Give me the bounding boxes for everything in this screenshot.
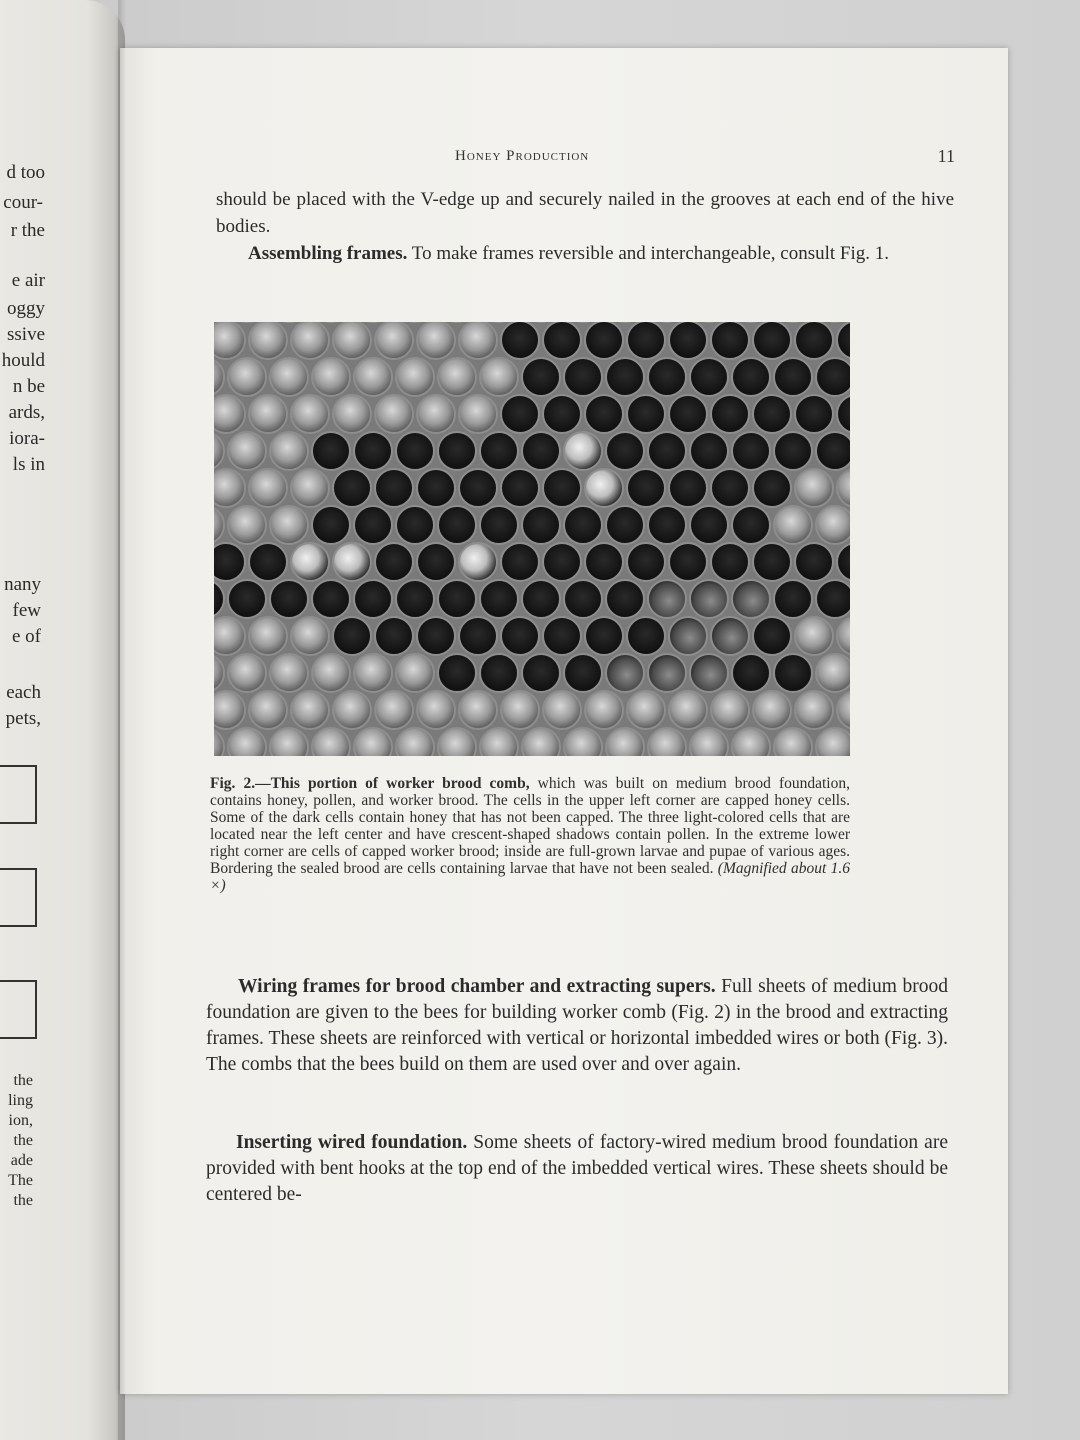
comb-cell xyxy=(564,580,602,618)
comb-cell xyxy=(228,432,266,470)
comb-cell xyxy=(459,469,497,507)
paragraph-inserting-foundation xyxy=(206,1130,948,1208)
comb-cell xyxy=(774,654,812,692)
left-fragment: ling xyxy=(8,1092,33,1109)
comb-cell xyxy=(438,432,476,470)
comb-cell xyxy=(249,691,287,729)
comb-cell xyxy=(228,654,266,692)
comb-cell xyxy=(522,506,560,544)
comb-cell xyxy=(312,580,350,618)
paragraph-text: To make frames reversible and interchangeable, consult Fig. 1. xyxy=(407,243,889,264)
left-fragment: The xyxy=(8,1172,33,1189)
comb-cell xyxy=(312,432,350,470)
comb-cell xyxy=(627,617,665,655)
comb-cell xyxy=(606,432,644,470)
left-fragment: r the xyxy=(10,220,45,241)
comb-cell xyxy=(333,395,371,433)
comb-cell xyxy=(774,432,812,470)
comb-cell xyxy=(291,691,329,729)
left-fragment: ion, xyxy=(8,1112,33,1129)
comb-cell xyxy=(648,580,686,618)
comb-cell xyxy=(774,506,812,544)
comb-cell xyxy=(732,432,770,470)
comb-cell xyxy=(501,469,539,507)
comb-cell xyxy=(214,322,245,359)
comb-cell xyxy=(543,469,581,507)
left-fragment: nany xyxy=(4,574,41,595)
caption-lead: Fig. 2.—This portion of worker brood comb, xyxy=(210,775,530,792)
comb-cell xyxy=(270,580,308,618)
comb-cell xyxy=(648,728,686,756)
comb-cell xyxy=(711,691,749,729)
comb-cell xyxy=(396,432,434,470)
page-number: 11 xyxy=(937,146,955,166)
left-fragment: hould xyxy=(1,350,45,371)
comb-cell xyxy=(585,543,623,581)
comb-cell xyxy=(375,617,413,655)
comb-cell xyxy=(228,728,266,756)
comb-cell xyxy=(585,469,623,507)
comb-cell xyxy=(543,322,581,359)
comb-cell xyxy=(585,395,623,433)
comb-cell xyxy=(753,469,791,507)
comb-cell xyxy=(795,617,833,655)
comb-cell xyxy=(375,395,413,433)
comb-cell xyxy=(480,432,518,470)
comb-cell xyxy=(669,322,707,359)
left-figure-box xyxy=(0,765,37,824)
comb-cell xyxy=(711,322,749,359)
left-fragment: the xyxy=(13,1072,33,1089)
comb-cell xyxy=(711,617,749,655)
paragraph-heading: Assembling frames. xyxy=(248,243,408,264)
comb-cell xyxy=(501,691,539,729)
comb-cell xyxy=(732,506,770,544)
comb-cell xyxy=(648,432,686,470)
comb-cell xyxy=(585,691,623,729)
paragraph-wiring-frames xyxy=(206,974,948,1078)
comb-cell xyxy=(270,432,308,470)
comb-cell xyxy=(711,469,749,507)
comb-cell xyxy=(711,395,749,433)
comb-cell xyxy=(816,654,850,692)
left-page xyxy=(0,0,125,1440)
caption-magnification: (Magnified about 1.6 ×) xyxy=(210,860,850,894)
comb-cell xyxy=(438,506,476,544)
paragraph-assembling-frames xyxy=(216,240,954,267)
left-fragment: the xyxy=(13,1192,33,1209)
comb-cell xyxy=(249,617,287,655)
comb-cell xyxy=(732,728,770,756)
comb-cell xyxy=(312,654,350,692)
comb-cell xyxy=(795,322,833,359)
comb-cell xyxy=(354,506,392,544)
comb-cell xyxy=(417,617,455,655)
comb-cell xyxy=(501,543,539,581)
comb-cell xyxy=(795,691,833,729)
comb-cell xyxy=(648,358,686,396)
comb-cell xyxy=(417,395,455,433)
comb-cell xyxy=(249,322,287,359)
comb-cell xyxy=(354,728,392,756)
comb-cell xyxy=(501,322,539,359)
comb-cell xyxy=(312,506,350,544)
comb-cell xyxy=(354,654,392,692)
left-fragment: e air xyxy=(11,270,45,291)
comb-cell xyxy=(753,617,791,655)
comb-cell xyxy=(669,469,707,507)
comb-cell xyxy=(333,469,371,507)
comb-cell xyxy=(417,322,455,359)
comb-cell xyxy=(396,580,434,618)
comb-cell xyxy=(648,654,686,692)
left-fragment: the xyxy=(13,1132,33,1149)
comb-cell xyxy=(480,506,518,544)
comb-cell xyxy=(249,469,287,507)
left-fragment: e of xyxy=(11,626,41,647)
comb-cell xyxy=(214,617,245,655)
comb-cell xyxy=(214,543,245,581)
comb-cell xyxy=(522,358,560,396)
comb-cell xyxy=(522,654,560,692)
comb-cell xyxy=(291,469,329,507)
comb-cell xyxy=(627,691,665,729)
left-figure-box xyxy=(0,980,37,1039)
comb-cell xyxy=(396,358,434,396)
comb-cell xyxy=(438,580,476,618)
left-fragment: each xyxy=(6,682,41,703)
comb-cell xyxy=(459,395,497,433)
honeycomb-illustration xyxy=(214,322,850,756)
comb-cell xyxy=(816,432,850,470)
comb-cell xyxy=(543,395,581,433)
comb-cell xyxy=(214,395,245,433)
comb-cell xyxy=(606,728,644,756)
comb-cell xyxy=(459,691,497,729)
comb-cell xyxy=(396,728,434,756)
left-fragment: ade xyxy=(10,1152,33,1169)
comb-cell xyxy=(459,617,497,655)
comb-cell xyxy=(270,358,308,396)
left-fragment: ls in xyxy=(12,454,45,475)
comb-cell xyxy=(270,728,308,756)
paragraph-heading: Wiring frames for brood chamber and extracting supers. xyxy=(238,976,716,997)
running-head xyxy=(215,144,955,174)
comb-cell xyxy=(333,543,371,581)
comb-cell xyxy=(795,469,833,507)
comb-cell xyxy=(438,654,476,692)
comb-cell xyxy=(690,506,728,544)
comb-cell xyxy=(816,580,850,618)
comb-cell xyxy=(543,617,581,655)
comb-cell xyxy=(501,617,539,655)
figure-caption xyxy=(210,775,850,894)
page-fold-shadow xyxy=(118,0,126,1440)
paragraph-text: Some sheets of factory-wired medium brood foundation are provided with bent hooks at the top end of the imbedded vertical wires. These sheets should be centered be- xyxy=(206,1132,948,1205)
comb-cell xyxy=(564,358,602,396)
comb-cell xyxy=(564,506,602,544)
comb-cell xyxy=(333,322,371,359)
comb-cell xyxy=(270,654,308,692)
comb-cell xyxy=(606,358,644,396)
book-page xyxy=(120,48,1008,1394)
caption-text: which was built on medium brood foundation, contains honey, pollen, and worker brood. The cells in the upper left corner are capped honey cells. Some of the dark cells contain honey that has not been capped. The three light-colored cells that are located near the left center and have crescent-shaped shadows contain pollen. In the extreme lower right corner are cells of capped worker brood; inside are full-grown larvae and pupae of various ages. Bordering the sealed brood are cells containing larvae that have not been sealed. xyxy=(210,775,850,877)
comb-cell xyxy=(606,654,644,692)
comb-cell xyxy=(417,469,455,507)
comb-cell xyxy=(228,358,266,396)
comb-cell xyxy=(522,580,560,618)
comb-cell xyxy=(249,395,287,433)
comb-cell xyxy=(753,691,791,729)
comb-cell xyxy=(795,395,833,433)
comb-cell xyxy=(438,728,476,756)
comb-cell xyxy=(606,506,644,544)
left-fragment: d too xyxy=(6,162,45,183)
comb-cell xyxy=(291,395,329,433)
left-fragment: n be xyxy=(12,376,45,397)
comb-cell xyxy=(585,322,623,359)
comb-cell xyxy=(753,395,791,433)
comb-cell xyxy=(375,322,413,359)
comb-cell xyxy=(459,322,497,359)
comb-cell xyxy=(627,322,665,359)
left-fragment: ards, xyxy=(8,402,45,423)
comb-cell xyxy=(732,580,770,618)
comb-cell xyxy=(669,543,707,581)
comb-cell xyxy=(417,691,455,729)
left-fragment: pets, xyxy=(5,708,41,729)
comb-cell xyxy=(354,580,392,618)
comb-cell xyxy=(606,580,644,618)
comb-cell xyxy=(564,728,602,756)
comb-cell xyxy=(732,654,770,692)
comb-cell xyxy=(564,654,602,692)
comb-cell xyxy=(417,543,455,581)
comb-cell xyxy=(690,358,728,396)
comb-cell xyxy=(690,580,728,618)
comb-cell xyxy=(459,543,497,581)
comb-cell xyxy=(732,358,770,396)
comb-cell xyxy=(648,506,686,544)
comb-cell xyxy=(585,617,623,655)
comb-cell xyxy=(333,617,371,655)
comb-cell xyxy=(690,728,728,756)
comb-cell xyxy=(291,617,329,655)
comb-cell xyxy=(753,543,791,581)
comb-cell xyxy=(564,432,602,470)
brood-comb-photo xyxy=(214,322,850,756)
comb-cell xyxy=(522,432,560,470)
comb-cell xyxy=(690,654,728,692)
comb-cell xyxy=(249,543,287,581)
comb-cell xyxy=(627,543,665,581)
comb-cell xyxy=(669,617,707,655)
comb-cell xyxy=(214,469,245,507)
comb-cell xyxy=(214,691,245,729)
running-head-title: Honey Production xyxy=(455,148,590,164)
comb-cell xyxy=(816,358,850,396)
left-fragment: few xyxy=(12,600,41,621)
left-fragment: cour- xyxy=(3,192,43,213)
comb-cell xyxy=(711,543,749,581)
comb-cell xyxy=(480,580,518,618)
comb-cell xyxy=(522,728,560,756)
comb-cell xyxy=(480,358,518,396)
comb-cell xyxy=(543,543,581,581)
comb-cell xyxy=(627,395,665,433)
comb-cell xyxy=(438,358,476,396)
comb-cell xyxy=(354,358,392,396)
comb-cell xyxy=(375,469,413,507)
comb-cell xyxy=(396,654,434,692)
comb-cell xyxy=(669,691,707,729)
comb-cell xyxy=(501,395,539,433)
comb-cell xyxy=(774,728,812,756)
comb-cell xyxy=(312,358,350,396)
comb-cell xyxy=(480,654,518,692)
comb-cell xyxy=(480,728,518,756)
paragraph-heading: Inserting wired foundation. xyxy=(236,1132,468,1153)
comb-cell xyxy=(690,432,728,470)
comb-cell xyxy=(375,691,413,729)
comb-cell xyxy=(312,728,350,756)
paragraph-text: Full sheets of medium brood foundation are given to the bees for building worker comb (Fig. 2) in the brood and extracting frames. These sheets are reinforced with vertical or horizontal imbedded wires or both (Fig. 3). The combs that the bees build on them are used over and over again. xyxy=(206,976,948,1075)
comb-cell xyxy=(354,432,392,470)
comb-cell xyxy=(333,691,371,729)
comb-cell xyxy=(228,506,266,544)
comb-cell xyxy=(753,322,791,359)
left-fragment: iora- xyxy=(9,428,45,449)
comb-cell xyxy=(228,580,266,618)
left-fragment: ssive xyxy=(7,324,45,345)
comb-cell xyxy=(774,358,812,396)
comb-cell xyxy=(291,322,329,359)
comb-cell xyxy=(816,506,850,544)
comb-cell xyxy=(774,580,812,618)
comb-cell xyxy=(270,506,308,544)
paragraph-v-edge xyxy=(216,186,954,240)
comb-cell xyxy=(795,543,833,581)
comb-cell xyxy=(627,469,665,507)
comb-cell xyxy=(396,506,434,544)
paragraph-text: should be placed with the V-edge up and securely nailed in the grooves at each end of the hive bodies. xyxy=(216,189,954,237)
comb-cell xyxy=(543,691,581,729)
comb-cell xyxy=(669,395,707,433)
comb-cell xyxy=(291,543,329,581)
left-fragment: oggy xyxy=(7,298,45,319)
left-figure-box xyxy=(0,868,37,927)
comb-cell xyxy=(375,543,413,581)
